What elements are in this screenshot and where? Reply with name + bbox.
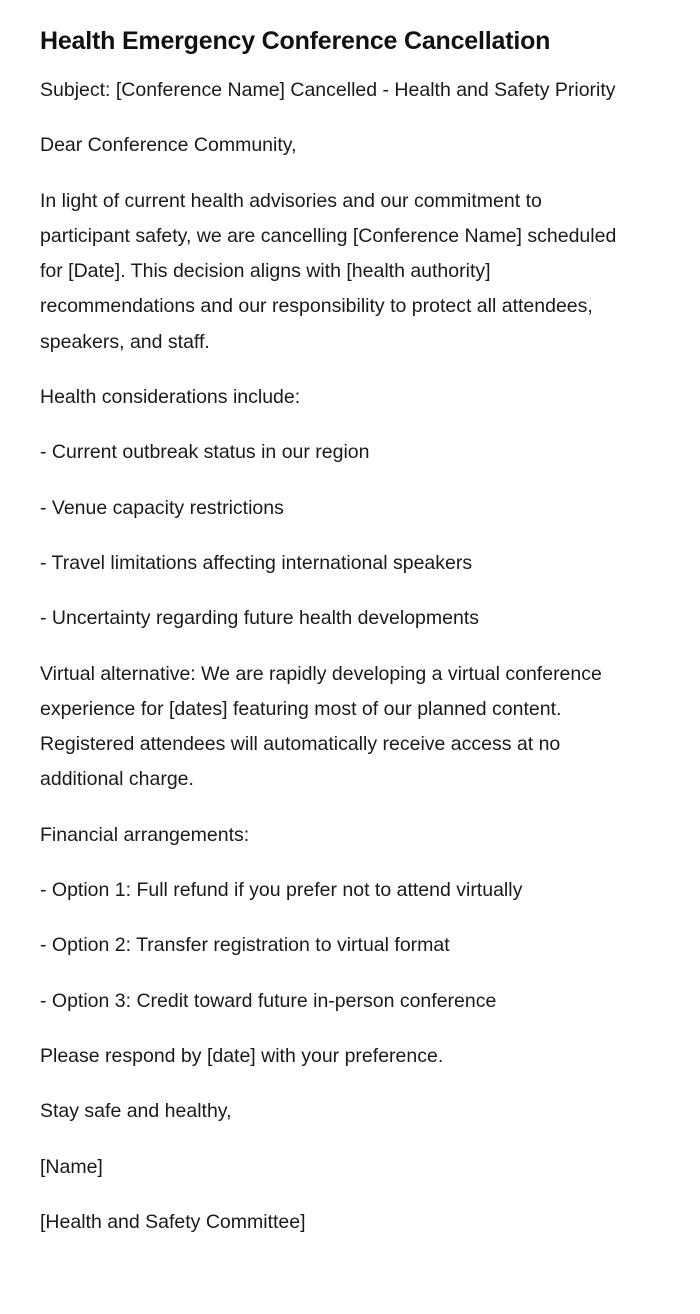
list-item: - Travel limitations affecting international speakers	[40, 551, 473, 574]
list-item: - Venue capacity restrictions	[40, 496, 284, 519]
closing: Stay safe and healthy,	[40, 1100, 232, 1123]
list-item: - Option 1: Full refund if you prefer not to attend virtually	[40, 879, 523, 902]
virtual-alternative-paragraph: Virtual alternative: We are rapidly developing a virtual conference experience for [dates] featuring most of our planned content. Registered attendees will automatically receive access at no additional charge.	[40, 662, 602, 791]
health-considerations-heading: Health considerations include:	[40, 386, 301, 409]
subject-line: Subject: [Conference Name] Cancelled - Health and Safety Priority	[40, 79, 616, 101]
response-request: Please respond by [date] with your preference.	[40, 1044, 444, 1067]
salutation: Dear Conference Community,	[40, 134, 297, 157]
list-item: - Option 2: Transfer registration to virtual format	[40, 934, 450, 957]
document-title: Health Emergency Conference Cancellation	[40, 27, 551, 55]
letter-body	[40, 73, 660, 1240]
list-item: - Uncertainty regarding future health developments	[40, 607, 479, 630]
signature-name: [Name]	[40, 1155, 103, 1178]
signature-committee: [Health and Safety Committee]	[40, 1210, 306, 1233]
list-item: - Option 3: Credit toward future in-person conference	[40, 989, 497, 1012]
list-item: - Current outbreak status in our region	[40, 441, 370, 464]
intro-paragraph: In light of current health advisories and our commitment to participant safety, we are cancelling [Conference Name] scheduled for [Date]. This decision aligns with [health authority] recommendations and our responsibility to protect all attendees, speakers, and staff.	[40, 189, 617, 353]
financial-arrangements-heading: Financial arrangements:	[40, 823, 250, 846]
